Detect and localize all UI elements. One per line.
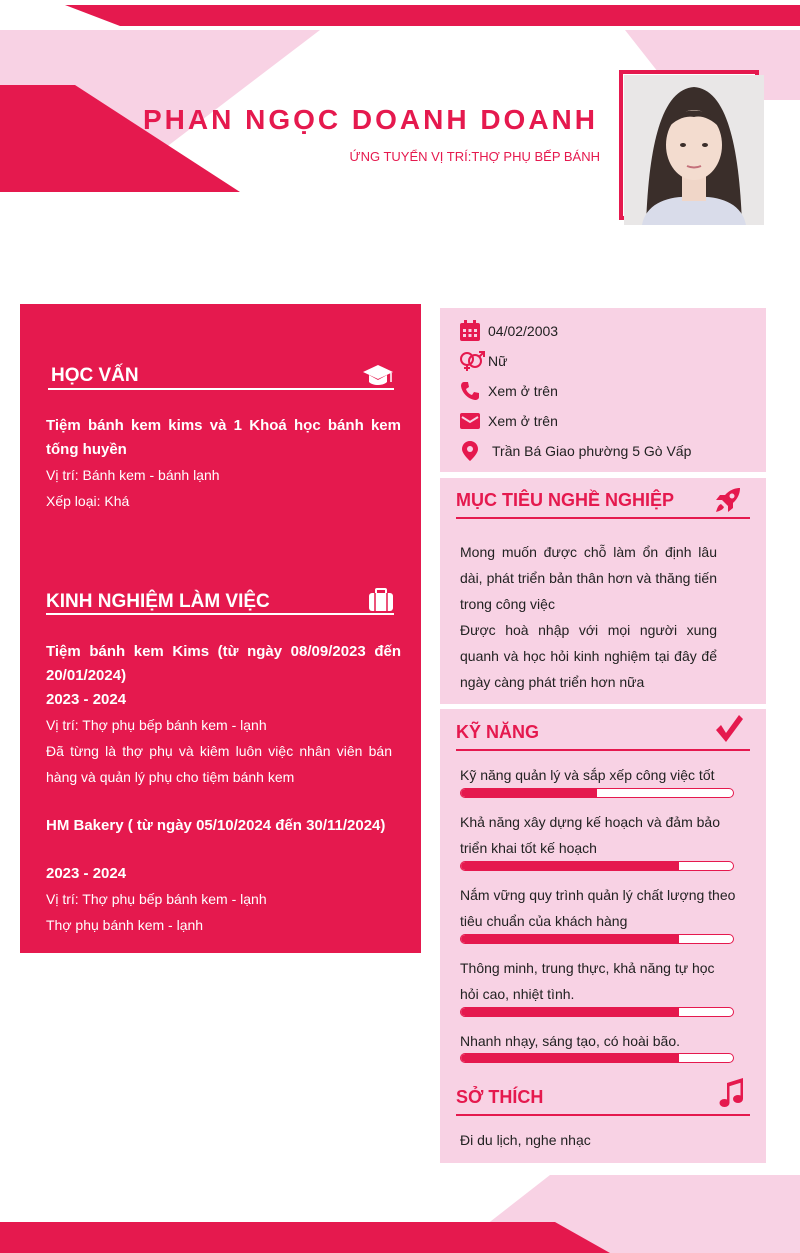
education-title: HỌC VẤN [51,365,139,386]
hobbies-text: Đi du lịch, nghe nhạc [460,1132,591,1148]
calendar-icon [458,320,482,342]
experience-role: Vị trí: Thợ phụ bếp bánh kem - lạnh [46,891,267,907]
contact-birthday: 04/02/2003 [488,323,559,339]
experience-role: Vị trí: Thợ phụ bếp bánh kem - lạnh [46,717,267,733]
experience-description: Thợ phụ bánh kem - lạnh [46,917,204,933]
objective-title: MỤC TIÊU NGHỀ NGHIỆP [456,490,675,510]
gender-icon [458,350,486,372]
contact-email: Xem ở trên [488,413,558,429]
briefcase-icon [368,588,394,612]
music-note-icon [718,1077,746,1109]
contact-gender: Nữ [488,353,508,369]
experience-title: KINH NGHIỆM LÀM VIỆC [46,591,270,612]
skills-title: KỸ NĂNG [456,722,540,742]
objective-paragraph: Mong muốn được chỗ làm ổn định lâu dài, phát triển bản thân hơn và thăng tiến trong công việc [460,544,717,612]
hobbies-divider [456,1114,750,1116]
graduation-cap-icon [362,363,394,387]
rocket-icon [713,485,743,515]
objective-paragraph: Được hoà nhập với mọi người xung quanh và học hỏi kinh nghiệm tại đây để ngày càng phát triển hơn nữa [460,622,717,690]
experience-company: HM Bakery ( từ ngày 05/10/2024 đến 30/11/2024) [46,817,386,834]
contact-phone: Xem ở trên [488,383,558,399]
skill-bar [460,1007,734,1017]
objective-divider [456,517,750,519]
skill-label: Khả năng xây dựng kế hoạch và đảm bảo triển khai tốt kế hoạch [460,814,720,856]
education-grade: Xếp loại: Khá [46,493,130,509]
contact-address: Trần Bá Giao phường 5 Gò Vấp [492,443,692,459]
skill-label: Nhanh nhạy, sáng tạo, có hoài bão. [460,1033,681,1049]
skill-label: Kỹ năng quản lý và sắp xếp công việc tốt [460,767,715,783]
skills-divider [456,749,750,751]
skill-label: Thông minh, trung thực, khả năng tự học hỏi cao, nhiệt tình. [460,960,715,1002]
experience-years: 2023 - 2024 [46,691,127,708]
hobbies-title: SỞ THÍCH [456,1087,544,1107]
skill-bar [460,1053,734,1063]
email-icon [458,410,482,432]
education-divider [48,388,394,390]
checkmark-icon [714,713,744,743]
skill-bar [460,788,734,798]
left-column [20,304,421,953]
location-pin-icon [458,440,482,462]
experience-description: Đã từng là thợ phụ và kiêm luôn việc nhân viên bán hàng và quản lý phụ cho tiệm bánh kem [46,743,392,785]
experience-company: Tiệm bánh kem Kims (từ ngày 08/09/2023 đến 20/01/2024) [46,643,401,684]
avatar [624,75,764,225]
applied-position: ỨNG TUYỂN VỊ TRÍ:THỢ PHỤ BẾP BÁNH [349,149,600,164]
phone-icon [458,380,482,402]
candidate-name: PHAN NGỌC DOANH DOANH [143,104,598,135]
education-role: Vị trí: Bánh kem - bánh lạnh [46,467,220,483]
experience-years: 2023 - 2024 [46,865,127,882]
experience-divider [46,613,394,615]
skill-bar [460,934,734,944]
skill-bar [460,861,734,871]
education-school: Tiệm bánh kem kims và 1 Khoá học bánh kem tống huyền [46,417,401,458]
skill-label: Nắm vững quy trình quản lý chất lượng theo tiêu chuẩn của khách hàng [460,887,736,929]
